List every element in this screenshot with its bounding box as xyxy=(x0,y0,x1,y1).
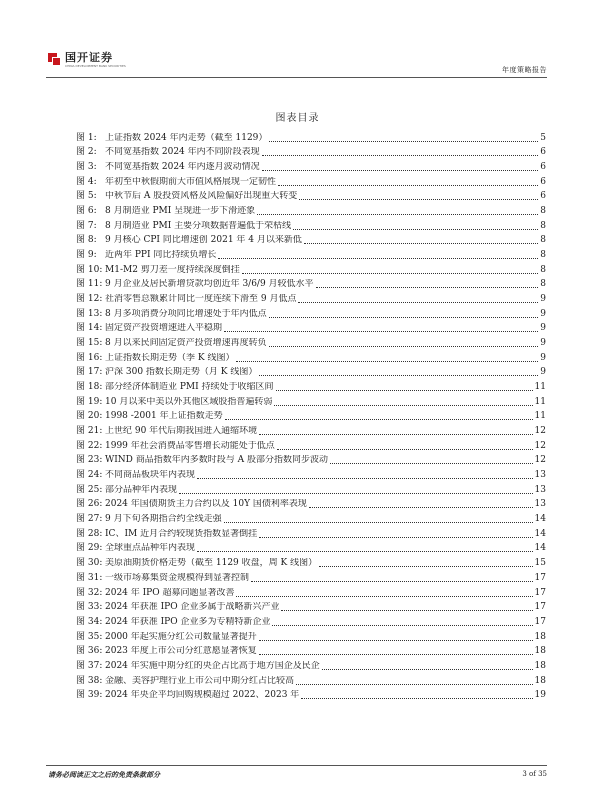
dot-leader xyxy=(236,596,532,597)
page-reference: 8 xyxy=(540,250,546,261)
toc-entry[interactable] xyxy=(76,202,546,217)
toc-entry[interactable] xyxy=(76,246,546,261)
page-reference: 14 xyxy=(534,528,546,539)
dot-leader xyxy=(251,581,533,582)
toc-entry[interactable] xyxy=(76,188,546,203)
report-type: 年度策略报告 xyxy=(502,66,547,74)
figure-number: 图 30: xyxy=(76,558,103,569)
page-reference: 11 xyxy=(534,382,546,393)
toc-entry[interactable] xyxy=(76,525,546,540)
dot-leader xyxy=(259,537,532,538)
dot-leader xyxy=(269,346,539,347)
toc-entry[interactable] xyxy=(76,540,546,555)
toc-entry[interactable] xyxy=(76,408,546,423)
page-reference: 12 xyxy=(534,426,546,437)
figure-title: 社消零售总额累计同比一度连续下滑至 9 月低点 xyxy=(105,294,297,305)
dot-leader xyxy=(259,434,532,435)
dot-leader xyxy=(316,287,539,288)
figure-number: 图 6: xyxy=(76,206,97,217)
figure-title: 1999 年社会消费品零售增长动能处于低点 xyxy=(105,440,275,451)
page-reference: 18 xyxy=(534,660,546,671)
figure-number: 图 9: xyxy=(76,250,97,261)
figure-number: 图 14: xyxy=(76,323,103,334)
figure-title: 2023 年度上市公司分红意愿显著恢复 xyxy=(105,646,257,657)
figure-number: 图 16: xyxy=(76,352,103,363)
page-reference: 11 xyxy=(534,411,546,422)
dot-leader xyxy=(262,155,539,156)
logo-english-name: CHINA DEVELOPMENT BANK SECURITIES xyxy=(65,64,126,68)
figure-number: 图 11: xyxy=(76,279,103,290)
dot-leader xyxy=(278,185,538,186)
company-logo xyxy=(48,52,126,68)
page-reference: 6 xyxy=(540,147,546,158)
dot-leader xyxy=(277,449,533,450)
dot-leader xyxy=(304,243,538,244)
figure-number: 图 10: xyxy=(76,264,103,275)
page-reference: 9 xyxy=(540,338,546,349)
figure-number: 图 33: xyxy=(76,602,103,613)
figure-title: 近两年 PPI 同比持续负增长 xyxy=(105,250,217,261)
page-reference: 12 xyxy=(534,440,546,451)
figure-number: 图 35: xyxy=(76,631,103,642)
dot-leader xyxy=(259,375,538,376)
toc-entry[interactable] xyxy=(76,422,546,437)
figure-number: 图 4: xyxy=(76,176,97,187)
page-reference: 14 xyxy=(534,514,546,525)
dot-leader xyxy=(225,419,533,420)
dot-leader xyxy=(242,273,538,274)
figure-title: 上证指数 2024 年内走势（截至 1129） xyxy=(105,132,268,143)
figure-title: 2024 年央企平均回购规模超过 2022、2023 年 xyxy=(105,690,300,701)
dot-leader xyxy=(281,610,532,611)
dot-leader xyxy=(197,478,533,479)
figure-title: 2024 年国债期货主力合约以及 10Y 国债利率表现 xyxy=(105,499,307,510)
dot-leader xyxy=(269,141,538,142)
figure-number: 图 31: xyxy=(76,572,103,583)
toc-entry[interactable] xyxy=(76,173,546,188)
page-reference: 12 xyxy=(534,455,546,466)
page-reference: 5 xyxy=(540,132,546,143)
page-reference: 8 xyxy=(540,206,546,217)
figure-title: 固定资产投资增速进入平稳期 xyxy=(105,323,223,334)
toc-entry[interactable] xyxy=(76,378,546,393)
figure-title: 部分经济体制造业 PMI 持续处于收缩区间 xyxy=(105,382,274,393)
figure-title: 8 月制造业 PMI 呈现进一步下滑迹象 xyxy=(105,206,256,217)
figure-number: 图 8: xyxy=(76,235,97,246)
figure-title: 8 月制造业 PMI 主要分项数据普遍低于荣枯线 xyxy=(105,220,292,231)
figure-number: 图 23: xyxy=(76,455,103,466)
figure-title: 2024 年获准 IPO 企业多属于战略新兴产业 xyxy=(105,602,280,613)
dot-leader xyxy=(224,522,533,523)
figure-title: 8 月多项消费分项同比增速处于年内低点 xyxy=(105,308,267,319)
toc-entry[interactable] xyxy=(76,144,546,159)
toc-entry[interactable] xyxy=(76,466,546,481)
dot-leader xyxy=(301,698,532,699)
page-reference: 14 xyxy=(534,543,546,554)
toc-entry[interactable] xyxy=(76,481,546,496)
figure-list xyxy=(76,129,546,701)
page-reference: 9 xyxy=(540,352,546,363)
page-reference: 9 xyxy=(540,294,546,305)
toc-entry[interactable] xyxy=(76,657,546,672)
page-reference: 17 xyxy=(534,587,546,598)
figure-number: 图 38: xyxy=(76,675,103,686)
figure-title: 上证指数长期走势（季 K 线图） xyxy=(105,352,235,363)
dot-leader xyxy=(197,551,533,552)
dot-leader xyxy=(296,684,533,685)
dot-leader xyxy=(298,302,538,303)
toc-entry[interactable] xyxy=(76,349,546,364)
figure-number: 图 32: xyxy=(76,587,103,598)
figure-title: 上世纪 90 年代后期我国进入通缩环境 xyxy=(105,426,258,437)
page-reference: 9 xyxy=(540,308,546,319)
figure-title: 8 月以来民间固定资产投资增速再度转负 xyxy=(105,338,267,349)
page-reference: 19 xyxy=(534,690,546,701)
figure-number: 图 18: xyxy=(76,382,103,393)
toc-entry[interactable] xyxy=(76,496,546,511)
dot-leader xyxy=(293,229,538,230)
dot-leader xyxy=(299,199,538,200)
toc-entry[interactable] xyxy=(76,599,546,614)
page-reference: 17 xyxy=(534,572,546,583)
page-reference: 9 xyxy=(540,323,546,334)
figure-title: 2024 年获准 IPO 企业多为专精特新企业 xyxy=(105,616,271,627)
dot-leader xyxy=(322,669,533,670)
toc-entry[interactable] xyxy=(76,290,546,305)
figure-number: 图 7: xyxy=(76,220,97,231)
figure-number: 图 27: xyxy=(76,514,103,525)
figure-number: 图 20: xyxy=(76,411,103,422)
toc-entry[interactable] xyxy=(76,364,546,379)
dot-leader xyxy=(259,640,533,641)
page-reference: 6 xyxy=(540,176,546,187)
page-reference: 18 xyxy=(534,646,546,657)
dot-leader xyxy=(257,214,538,215)
page-reference: 18 xyxy=(534,675,546,686)
toc-entry[interactable] xyxy=(76,437,546,452)
toc-entry[interactable] xyxy=(76,393,546,408)
logo-mark-icon xyxy=(48,53,61,66)
figure-title: 全球重点品种年内表现 xyxy=(105,543,196,554)
dot-leader xyxy=(236,361,538,362)
footer-divider xyxy=(46,765,547,766)
header-divider xyxy=(46,77,547,78)
page-reference: 11 xyxy=(534,396,546,407)
figure-number: 图 29: xyxy=(76,543,103,554)
figure-number: 图 17: xyxy=(76,367,103,378)
dot-leader xyxy=(179,493,533,494)
figure-number: 图 2: xyxy=(76,147,97,158)
toc-entry[interactable] xyxy=(76,158,546,173)
page-reference: 6 xyxy=(540,191,546,202)
figure-title: 不同商品板块年内表现 xyxy=(105,470,196,481)
toc-entry[interactable] xyxy=(76,452,546,467)
dot-leader xyxy=(276,390,533,391)
figure-title: 美原油期货价格走势（截至 1129 收盘，周 K 线图） xyxy=(105,558,318,569)
figure-title: 2000 年起实施分红公司数量显著提升 xyxy=(105,631,257,642)
figure-title: M1-M2 剪刀差一度持续深度倒挂 xyxy=(105,264,240,275)
toc-entry[interactable] xyxy=(76,334,546,349)
dot-leader xyxy=(319,566,532,567)
logo-name: 国开证券 xyxy=(65,51,113,64)
figure-number: 图 22: xyxy=(76,440,103,451)
page-number: 3 of 35 xyxy=(522,770,547,778)
figure-number: 图 25: xyxy=(76,484,103,495)
figure-title: 9 月企业及居民新增贷款均创近年 3/6/9 月较低水平 xyxy=(105,279,314,290)
figure-number: 图 26: xyxy=(76,499,103,510)
toc-entry[interactable] xyxy=(76,628,546,643)
page-reference: 15 xyxy=(534,558,546,569)
figure-number: 图 19: xyxy=(76,396,103,407)
dot-leader xyxy=(224,331,538,332)
figure-number: 图 5: xyxy=(76,191,97,202)
page-reference: 8 xyxy=(540,264,546,275)
dot-leader xyxy=(259,654,533,655)
figure-number: 图 15: xyxy=(76,338,103,349)
dot-leader xyxy=(218,258,538,259)
page-header xyxy=(46,46,547,76)
figure-number: 图 24: xyxy=(76,470,103,481)
toc-entry[interactable] xyxy=(76,510,546,525)
figure-number: 图 21: xyxy=(76,426,103,437)
page-reference: 8 xyxy=(540,279,546,290)
figure-title: 金融、美容护理行业上市公司中期分红占比较高 xyxy=(105,675,295,686)
dot-leader xyxy=(330,463,533,464)
figure-title: 1998 -2001 年上证指数走势 xyxy=(105,411,223,422)
toc-entry[interactable] xyxy=(76,232,546,247)
page-reference: 18 xyxy=(534,631,546,642)
toc-entry[interactable] xyxy=(76,687,546,702)
figure-title: 9 月核心 CPI 同比增速创 2021 年 4 月以来新低 xyxy=(105,235,302,246)
toc-title: 图表目录 xyxy=(275,113,320,124)
toc-entry[interactable] xyxy=(76,261,546,276)
dot-leader xyxy=(309,507,533,508)
page-reference: 13 xyxy=(534,484,546,495)
toc-entry[interactable] xyxy=(76,129,546,144)
toc-entry[interactable] xyxy=(76,643,546,658)
toc-entry[interactable] xyxy=(76,276,546,291)
figure-title: 2024 年 IPO 超募问题显著改善 xyxy=(105,587,235,598)
figure-title: 部分品种年内表现 xyxy=(105,484,178,495)
figure-title: 9 月下旬各期指合约全线走强 xyxy=(105,514,222,525)
dot-leader xyxy=(269,317,539,318)
figure-number: 图 3: xyxy=(76,162,97,173)
figure-title: 2024 年实施中期分红的央企占比高于地方国企及民企 xyxy=(105,660,320,671)
figure-title: 年初至中秋假期前大市值风格展现一定韧性 xyxy=(105,176,277,187)
page-reference: 6 xyxy=(540,162,546,173)
page-reference: 17 xyxy=(534,602,546,613)
toc-entry[interactable] xyxy=(76,613,546,628)
figure-title: 不同宽基指数 2024 年内逐月波动情况 xyxy=(105,162,260,173)
page-reference: 9 xyxy=(540,367,546,378)
figure-title: WIND 商品指数年内多数时段与 A 股部分指数同步波动 xyxy=(105,455,328,466)
figure-title: 10 月以来中美以外其他区域股指普遍转弱 xyxy=(105,396,273,407)
toc-entry[interactable] xyxy=(76,554,546,569)
figure-number: 图 28: xyxy=(76,528,103,539)
figure-title: 沪深 300 指数长期走势（月 K 线图） xyxy=(105,367,258,378)
figure-number: 图 13: xyxy=(76,308,103,319)
figure-number: 图 39: xyxy=(76,690,103,701)
toc-entry[interactable] xyxy=(76,672,546,687)
disclaimer-text: 请务必阅读正文之后的免责条款部分 xyxy=(48,770,160,779)
figure-number: 图 12: xyxy=(76,294,103,305)
figure-title: 一级市场募集资金规模得到显著控制 xyxy=(105,572,250,583)
figure-number: 图 1: xyxy=(76,132,97,143)
dot-leader xyxy=(262,170,539,171)
figure-number: 图 36: xyxy=(76,646,103,657)
page-reference: 13 xyxy=(534,470,546,481)
page-reference: 17 xyxy=(534,616,546,627)
page-reference: 13 xyxy=(534,499,546,510)
toc-entry[interactable] xyxy=(76,217,546,232)
toc-entry[interactable] xyxy=(76,569,546,584)
figure-title: 不同宽基指数 2024 年内不同阶段表现 xyxy=(105,147,260,158)
figure-number: 图 37: xyxy=(76,660,103,671)
figure-title: 中秋节后 A 股投资风格及风险偏好出现重大转变 xyxy=(105,191,298,202)
toc-entry[interactable] xyxy=(76,584,546,599)
toc-entry[interactable] xyxy=(76,320,546,335)
figure-number: 图 34: xyxy=(76,616,103,627)
figure-title: IC、IM 近月合约较现货指数显著倒挂 xyxy=(105,528,258,539)
dot-leader xyxy=(272,625,532,626)
page-reference: 8 xyxy=(540,235,546,246)
toc-entry[interactable] xyxy=(76,305,546,320)
page-reference: 8 xyxy=(540,220,546,231)
dot-leader xyxy=(274,405,532,406)
